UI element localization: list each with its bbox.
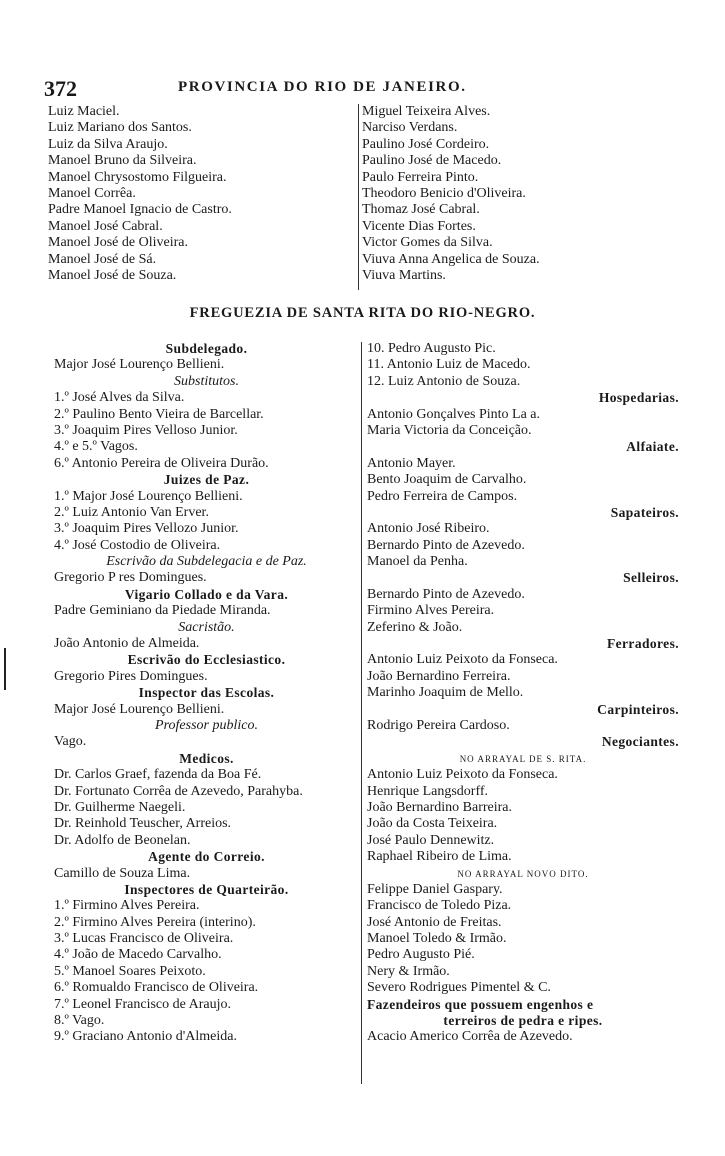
page-number: 372 <box>44 76 77 101</box>
list-entry: Manoel José de Souza. <box>48 267 177 283</box>
list-entry: Antonio Mayer. <box>367 455 456 471</box>
list-entry: João Bernardino Barreira. <box>367 799 512 815</box>
list-entry: Felippe Daniel Gaspary. <box>367 881 503 897</box>
list-entry: 1.º Major José Lourenço Bellieni. <box>54 488 243 504</box>
list-entry: Dr. Adolfo de Beonelan. <box>54 832 191 848</box>
list-entry: Manoel Toledo & Irmão. <box>367 931 507 947</box>
list-entry: Acacio Americo Corrêa de Azevedo. <box>367 1029 573 1045</box>
location-label: NO ARRAYAL DE S. RITA. <box>459 753 587 764</box>
list-entry: 12. Luiz Antonio de Souza. <box>367 373 521 389</box>
list-entry: 8.º Vago. <box>54 1013 105 1029</box>
list-entry: João da Costa Teixeira. <box>367 816 498 832</box>
section-heading: Agente do Correio. <box>148 849 265 865</box>
list-entry: Zeferino & João. <box>367 619 463 635</box>
section-heading: Escrivão do Ecclesiastico. <box>127 652 286 668</box>
section-heading: Vigario Collado e da Vara. <box>124 586 289 602</box>
list-entry: João Antonio de Almeida. <box>54 636 200 652</box>
list-entry: Paulo Ferreira Pinto. <box>362 169 479 185</box>
list-entry: Dr. Carlos Graef, fazenda da Boa Fé. <box>54 767 262 783</box>
list-entry: João Bernardino Ferreira. <box>367 668 511 684</box>
section-title: FREGUEZIA DE SANTA RITA DO RIO-NEGRO. <box>189 305 536 321</box>
section-heading: Ferradores. <box>607 636 679 652</box>
list-entry: Gregorio P res Domingues. <box>54 570 207 586</box>
section-heading: Carpinteiros. <box>597 701 679 717</box>
list-entry: Manoel José Cabral. <box>48 218 163 234</box>
list-entry: Manoel Corrêa. <box>48 185 136 201</box>
list-entry: 4.º João de Macedo Carvalho. <box>54 947 222 963</box>
list-entry: Victor Gomes da Silva. <box>362 235 493 251</box>
section-heading: Inspector das Escolas. <box>138 685 275 701</box>
subheading: Escrivão da Subdelegacia e de Paz. <box>106 554 307 570</box>
list-entry: Antonio Luiz Peixoto da Fonseca. <box>367 767 558 783</box>
list-entry: Antonio José Ribeiro. <box>367 521 490 537</box>
list-entry: 4.º e 5.º Vagos. <box>54 439 138 455</box>
section-heading: Fazendeiros que possuem engenhos e <box>367 996 594 1012</box>
list-entry: 6.º Antonio Pereira de Oliveira Durão. <box>54 455 269 471</box>
section-heading: Sapateiros. <box>610 504 679 520</box>
list-entry: Pedro Ferreira de Campos. <box>367 488 518 504</box>
list-entry: Maria Victoria da Conceição. <box>367 422 532 438</box>
list-entry: Manoel Chrysostomo Filgueira. <box>48 169 227 185</box>
list-entry: Nery & Irmão. <box>367 963 450 979</box>
list-entry: Rodrigo Pereira Cardoso. <box>367 717 510 733</box>
list-entry: 2.º Firmino Alves Pereira (interino). <box>54 914 256 930</box>
list-entry: Marinho Joaquim de Mello. <box>367 685 524 701</box>
list-entry: Thomaz José Cabral. <box>362 202 480 218</box>
list-entry: Antonio Gonçalves Pinto La a. <box>367 406 541 422</box>
column-divider-main <box>361 342 362 1084</box>
list-entry: Firmino Alves Pereira. <box>367 603 495 619</box>
subheading: Professor publico. <box>155 717 258 733</box>
list-entry: Camillo de Souza Lima. <box>54 865 191 881</box>
section-heading: Subdelegado. <box>165 341 248 356</box>
list-entry: José Paulo Dennewitz. <box>367 832 495 848</box>
list-entry: Bernardo Pinto de Azevedo. <box>367 537 525 553</box>
list-entry: Bernardo Pinto de Azevedo. <box>367 586 525 602</box>
list-entry: 2.º Paulino Bento Vieira de Barcellar. <box>54 406 264 422</box>
list-entry: Antonio Luiz Peixoto da Fonseca. <box>367 652 558 668</box>
list-entry: Paulino José de Macedo. <box>362 153 502 169</box>
list-entry: Luiz Maciel. <box>48 104 120 119</box>
list-entry: José Antonio de Freitas. <box>367 914 502 930</box>
location-label: NO ARRAYAL NOVO DITO. <box>457 868 589 879</box>
list-entry: Dr. Reinhold Teuscher, Arreios. <box>54 816 232 832</box>
section-heading: Selleiros. <box>623 570 679 586</box>
list-entry: 3.º Lucas Francisco de Oliveira. <box>54 931 234 947</box>
page-title: PROVINCIA DO RIO DE JANEIRO. <box>178 79 467 95</box>
section-heading: Hospedarias. <box>598 390 679 406</box>
list-entry: Padre Manoel Ignacio de Castro. <box>48 202 232 218</box>
top-left-list <box>48 104 358 284</box>
list-entry: 4.º José Costodio de Oliveira. <box>54 537 221 553</box>
list-entry: Gregorio Pires Domingues. <box>54 668 208 684</box>
section-heading: Medicos. <box>179 750 234 766</box>
list-entry: Severo Rodrigues Pimentel & C. <box>367 980 551 996</box>
list-entry: Pedro Augusto Pié. <box>367 947 475 963</box>
section-heading: Negociantes. <box>601 734 679 750</box>
list-entry: 2.º Luiz Antonio Van Erver. <box>54 504 209 520</box>
list-entry: Henrique Langsdorff. <box>367 783 489 799</box>
right-column <box>367 341 679 1046</box>
list-entry: 11. Antonio Luiz de Macedo. <box>367 357 531 373</box>
list-entry: Miguel Teixeira Alves. <box>362 104 491 119</box>
list-entry: Manoel da Penha. <box>367 554 468 570</box>
section-heading: terreiros de pedra e ripes. <box>443 1013 603 1029</box>
list-entry: Luiz Mariano dos Santos. <box>48 120 192 136</box>
list-entry: Manoel José de Sá. <box>48 251 157 267</box>
list-entry: 5.º Manoel Soares Peixoto. <box>54 963 206 979</box>
subheading: Sacristão. <box>178 619 235 635</box>
list-entry: Dr. Fortunato Corrêa de Azevedo, Parahyba. <box>54 783 303 799</box>
list-entry: Bento Joaquim de Carvalho. <box>367 472 527 488</box>
list-entry: Paulino José Cordeiro. <box>362 136 490 152</box>
list-entry: Vago. <box>54 734 87 750</box>
list-entry: 1.º Firmino Alves Pereira. <box>54 898 200 914</box>
list-entry: Francisco de Toledo Piza. <box>367 898 512 914</box>
list-entry: Raphael Ribeiro de Lima. <box>367 849 512 865</box>
list-entry: 3.º Joaquim Pires Vellozo Junior. <box>54 521 239 537</box>
list-entry: Theodoro Benicio d'Oliveira. <box>362 185 526 201</box>
top-right-list <box>362 104 692 284</box>
list-entry: Padre Geminiano da Piedade Miranda. <box>54 603 271 619</box>
subheading: Substitutos. <box>174 373 239 389</box>
list-entry: Major José Lourenço Bellieni. <box>54 357 225 373</box>
section-heading: Juizes de Paz. <box>163 472 250 488</box>
column-divider-top <box>358 104 359 290</box>
list-entry: Viuva Anna Angelica de Souza. <box>362 251 540 267</box>
margin-mark <box>4 648 6 690</box>
left-column <box>54 341 359 1046</box>
page-header <box>44 76 684 100</box>
list-entry: 7.º Leonel Francisco de Araujo. <box>54 996 231 1012</box>
list-entry: 1.º José Alves da Silva. <box>54 390 185 406</box>
list-entry: Viuva Martins. <box>362 267 446 283</box>
list-entry: 10. Pedro Augusto Pic. <box>367 341 496 356</box>
list-entry: 9.º Graciano Antonio d'Almeida. <box>54 1029 237 1045</box>
list-entry: Vicente Dias Fortes. <box>362 218 476 234</box>
list-entry: 3.º Joaquim Pires Velloso Junior. <box>54 422 238 438</box>
list-entry: Narciso Verdans. <box>362 120 458 136</box>
section-heading: Inspectores de Quarteirão. <box>124 881 289 897</box>
list-entry: Manoel Bruno da Silveira. <box>48 153 197 169</box>
section-heading: Alfaiate. <box>626 439 679 455</box>
list-entry: Dr. Guilherme Naegeli. <box>54 799 186 815</box>
list-entry: Manoel José de Oliveira. <box>48 235 188 251</box>
list-entry: Major José Lourenço Bellieni. <box>54 701 225 717</box>
list-entry: Luiz da Silva Araujo. <box>48 136 168 152</box>
list-entry: 6.º Romualdo Francisco de Oliveira. <box>54 980 259 996</box>
